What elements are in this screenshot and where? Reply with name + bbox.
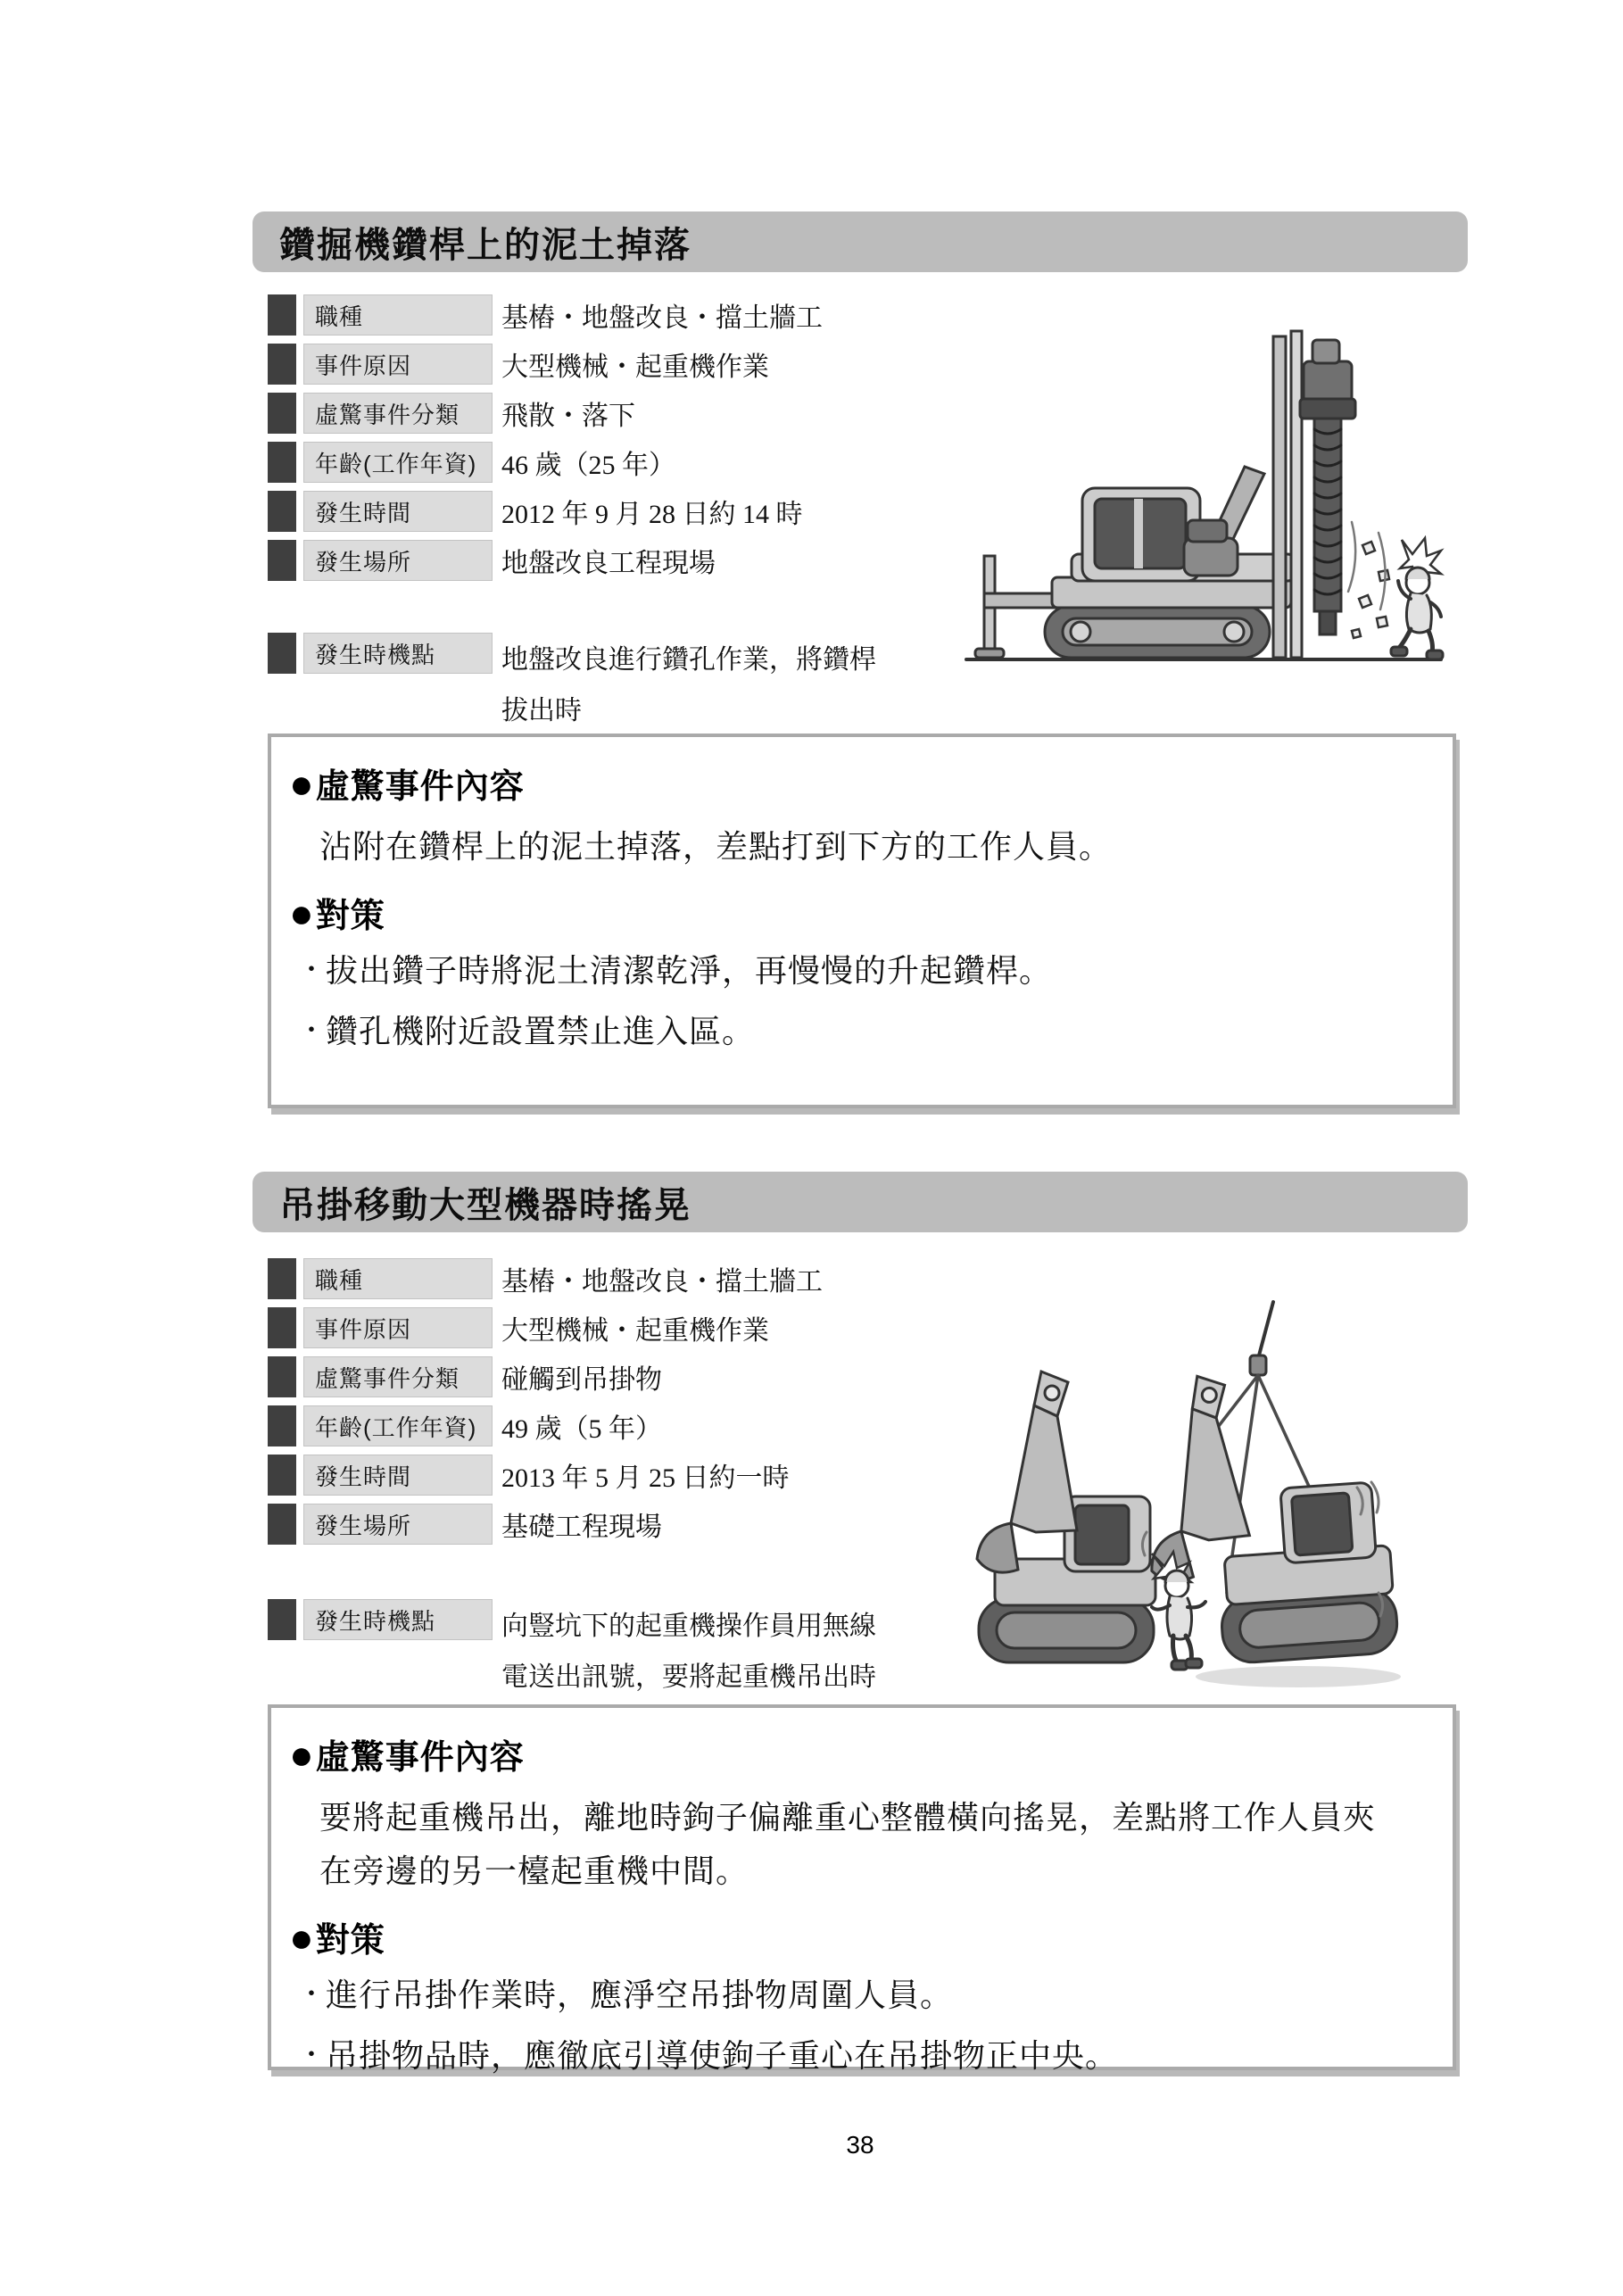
countermeasure-item: ・ 吊掛物品時，應徹底引導使鉤子重心在吊掛物正中央。	[298, 2035, 1426, 2077]
table-row-timing	[268, 633, 973, 725]
section2-info-table	[268, 1258, 973, 1692]
table-row	[268, 540, 973, 581]
heading-bullet-icon: ●	[289, 1730, 314, 1778]
list-dot-icon: ・	[298, 2041, 326, 2070]
field-value: 49 歲（5 年）	[501, 1414, 662, 1444]
row-marker-square	[268, 1455, 296, 1496]
field-value: 2013 年 5 月 25 日約一時	[501, 1463, 790, 1493]
field-label: 年齡(工作年資)	[303, 1405, 493, 1446]
row-marker-square	[268, 1405, 296, 1446]
table-row	[268, 294, 973, 336]
field-value: 地盤改良工程現場	[501, 549, 716, 578]
page-number: 38	[846, 2131, 874, 2159]
table-row	[268, 1307, 973, 1348]
field-label: 發生時機點	[303, 633, 493, 674]
field-label: 發生場所	[303, 1504, 493, 1545]
row-marker-square	[268, 393, 296, 434]
field-label: 發生時間	[303, 491, 493, 532]
field-value: 2012 年 9 月 28 日約 14 時	[501, 500, 803, 529]
field-value: 基礎工程現場	[501, 1513, 662, 1542]
countermeasure-heading: ● 對策	[289, 1913, 385, 1960]
section1-title: 鑽掘機鑽桿上的泥土掉落	[279, 225, 691, 265]
row-marker-square	[268, 1258, 296, 1299]
field-label: 虛驚事件分類	[303, 393, 493, 434]
field-label: 發生時機點	[303, 1599, 493, 1640]
section1-content-box	[268, 734, 1456, 1108]
table-row	[268, 1356, 973, 1397]
field-label: 職種	[303, 1258, 493, 1299]
section1-title-bar	[253, 211, 1468, 272]
row-marker-square	[268, 344, 296, 385]
field-value: 大型機械・起重機作業	[501, 1316, 769, 1346]
row-marker-square	[268, 442, 296, 483]
countermeasure-item: ・ 拔出鑽子時將泥土清潔乾淨，再慢慢的升起鑽桿。	[298, 949, 1426, 992]
section2-content-box	[268, 1704, 1456, 2074]
field-value: 飛散・落下	[501, 402, 635, 431]
field-label: 發生時間	[303, 1455, 493, 1496]
table-row	[268, 442, 973, 483]
field-label: 職種	[303, 294, 493, 336]
incident-text: 要將起重機吊出，離地時鉤子偏離重心整體橫向搖晃，差點將工作人員夾	[319, 1800, 1377, 1836]
field-value: 向豎坑下的起重機操作員用無線 電送出訊號，要將起重機吊出時	[501, 1612, 876, 1692]
section2-title-bar	[253, 1172, 1468, 1232]
field-value: 碰觸到吊掛物	[501, 1365, 662, 1395]
field-value: 基樁・地盤改良・擋土牆工	[501, 303, 823, 333]
row-marker-square	[268, 491, 296, 532]
table-row	[268, 393, 973, 434]
row-marker-square	[268, 1599, 296, 1640]
row-marker-square	[268, 633, 296, 674]
field-value: 地盤改良進行鑽孔作業，將鑽桿 拔出時	[501, 645, 876, 725]
incident-heading: ● 虛驚事件內容	[289, 1730, 525, 1778]
countermeasure-heading: ● 對策	[289, 889, 385, 936]
list-dot-icon: ・	[298, 1980, 326, 2010]
section2-title: 吊掛移動大型機器時搖晃	[279, 1185, 691, 1225]
field-value: 基樁・地盤改良・擋土牆工	[501, 1267, 823, 1297]
field-label: 事件原因	[303, 1307, 493, 1348]
field-label: 年齡(工作年資)	[303, 442, 493, 483]
countermeasure-item: ・ 鑽孔機附近設置禁止進入區。	[298, 1010, 1426, 1053]
list-dot-icon: ・	[298, 956, 326, 985]
row-marker-square	[268, 294, 296, 336]
incident-heading: ● 虛驚事件內容	[289, 759, 525, 807]
drilling-rig-illustration	[959, 299, 1448, 676]
table-row	[268, 344, 973, 385]
row-marker-square	[268, 1504, 296, 1545]
field-label: 事件原因	[303, 344, 493, 385]
incident-text: 在旁邊的另一檯起重機中間。	[319, 1853, 749, 1889]
heading-bullet-icon: ●	[289, 889, 314, 936]
excavator-lift-illustration	[959, 1298, 1410, 1703]
heading-bullet-icon: ●	[289, 759, 314, 807]
field-value: 大型機械・起重機作業	[501, 352, 769, 382]
countermeasure-item: ・ 進行吊掛作業時，應淨空吊掛物周圍人員。	[298, 1974, 1426, 2017]
row-marker-square	[268, 1307, 296, 1348]
field-label: 發生場所	[303, 540, 493, 581]
table-row	[268, 1258, 973, 1299]
incident-text: 沾附在鑽桿上的泥土掉落，差點打到下方的工作人員。	[319, 829, 1113, 865]
table-row	[268, 1504, 973, 1545]
table-row	[268, 1455, 973, 1496]
list-dot-icon: ・	[298, 1016, 326, 1046]
table-row	[268, 491, 973, 532]
table-row-timing	[268, 1599, 973, 1692]
field-value: 46 歲（25 年）	[501, 451, 675, 480]
field-label: 虛驚事件分類	[303, 1356, 493, 1397]
row-marker-square	[268, 540, 296, 581]
section1-info-table	[268, 294, 973, 725]
heading-bullet-icon: ●	[289, 1913, 314, 1960]
row-marker-square	[268, 1356, 296, 1397]
table-row	[268, 1405, 973, 1446]
